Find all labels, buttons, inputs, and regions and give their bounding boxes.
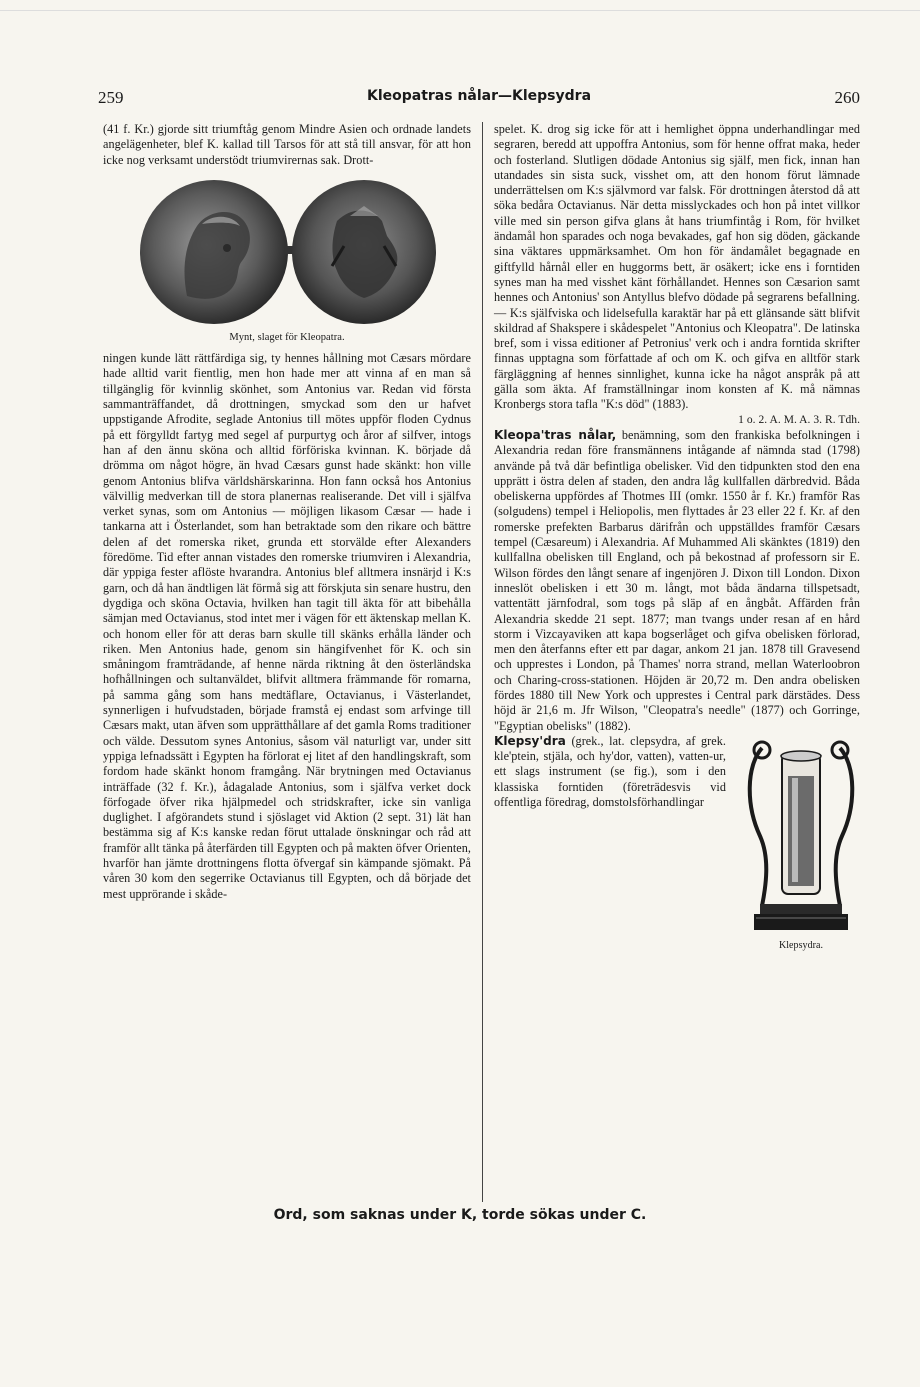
headword-klepsydra: Klepsy'dra — [494, 733, 566, 748]
scan-top-edge — [0, 10, 920, 11]
coin-figure — [103, 176, 471, 326]
klepsydra-caption: Klepsydra. — [778, 939, 824, 951]
footer-note: Ord, som saknas under K, torde sökas under C. — [273, 1207, 647, 1223]
entry-klepsydra — [494, 733, 860, 951]
klepsydra-figure — [736, 736, 866, 959]
klepsydra-illustration — [742, 736, 860, 936]
klepsydra-text: (grek., lat. clepsydra, af grek. kle'ptein, stjäla, och hy'dor, vatten), vatten-ur, ett slags instrument (se fig.), som i den klassiska forntiden (företrädesvis vid offentliga föredrag, domstolsförhandlingar — [494, 733, 726, 810]
paragraph-intro: (41 f. Kr.) gjorde sitt triumftåg genom Mindre Asien och ordnade landets angelägenheter, blef K. kallad till Tarsos för att stå till ansvar, för att hon icke nog verksamt understödt triumvirernas sak. Drott- — [103, 122, 471, 167]
coin-illustration — [132, 176, 442, 326]
column-divider — [482, 122, 483, 1202]
right-column — [494, 122, 860, 959]
running-head — [98, 88, 860, 110]
entry-kleopatras-nalar — [494, 428, 860, 734]
paragraph-main: ningen kunde lätt rättfärdiga sig, ty hennes hållning mot Cæsars mördare hade alltid varit fientlig, men hon hade mer att vinna af en man så tillgänglig för kvinnlig skönhet, som Antonius var. Redan vid första sammanträffandet, då drottningen, smyckad som den ur hafvet uppstigande Afrodite, seglade Antonius till mötes uppför floden Cydnus på ett förgylldt fartyg med segel af purpurtyg och åror af silfver, intogs han af den ännu sköna och alltid förföriska kvinnan. K. började då drömma om något högre, än hvad Cæsars gunst hade skänkt: hon ville genom Antonius blifva världshärskarinna. Hon fann också hos Antonius välvillig medverkan till de stora planernas realiserande. Det vill i själfva verket synas, som om Antonius — möjligen likasom Cæsar — hade i tankarna att i Österlandet, som han betraktade som den rikare och bättre delen af det romerska riket, grunda ett storvälde efter Alexanders föredöme. Tid efter annan vistades den romerske triumviren i Alexandria, där yppiga fester aflöste hvarandra. Antonius blef alltmera insnärjd i K:s garn, och då han ändtligen lät förmå sig att förskjuta sin senare hustru, den dygdiga och sköna Octavia, hvilken han tagit till äkta för att bibehålla sämjan med Octavianus, stod intet mer i vägen för ett äktenskap mellan K. och honom eller för att deras barn skulle till skänks erhålla länder och riken. Men Antonius hade, genom sin hängifvenhet för K. och sin småningom framträdande, af henne närda riktning åt den österländska hofhållningen och sultanväldet, blifvit alltmera främmande för romarna, på samma gång som hans medtäflare, Octavianus, i Västerlandet, synnerligen i hufvudstaden, började framstå ej endast som arfvinge till Cæsars makt, utan äfven som upprätthållare af det gamla Roms traditioner och välde. Dessutom synes Antonius, såsom väl naturligt var, under sitt yppiga lefnadssätt i Egypten ha förlorat ej litet af den handlingskraft, som fordom hade skänkt honom framgång. När brytningen med Octavianus inträffade (32 f. Kr.), ådagalade Antonius, som i själfva verket dock förfogade öfver rika hjälpmedel och stridskrafter, icke sin vanliga duglighet. I afgörandets stund i sjöslaget vid Aktion (2 sept. 31) lät han bestämma sig af K:s kanske redan förut uttalade önskningar och råd att framför allt tänka på återfärden till Egypten och på makten öfver Orienten, hvarför han jämte drottningens flotta öfvergaf sin kämpande sjömakt. På våren 30 kom den segerrike Octavianus till Egypten, och då började det mest upprörande i skåde- — [103, 351, 471, 901]
page-title: Kleopatras nålar—Klepsydra — [366, 88, 592, 104]
page-number-right: 260 — [834, 88, 860, 107]
coin-caption: Mynt, slaget för Kleopatra. — [229, 331, 345, 343]
page-number-left: 259 — [98, 88, 124, 107]
author-signature: 1 o. 2. A. M. A. 3. R. Tdh. — [738, 413, 860, 426]
headword-kleopatras-nalar: Kleopa'tras nålar, — [494, 427, 617, 442]
left-column — [103, 122, 471, 902]
kleopatras-nalar-text: benämning, som den frankiska befolkningen i Alexandria redan före fransmännens intågande af nämnda stad (1798) använde på två där befintliga obelisker. Vid den tidpunkten stod den ena upprätt i östra delen af staden, den andra låg kullfallen därbredvid. Båda obeliskerna uppfördes af Thotmes III (omkr. 1550 år f. Kr.) framför Ras (solgudens) tempel i Heliopolis, men flyttades år 23 eller 22 f. Kr. af den romerske prefekten Barbarus därifrån och uppställdes framför Cæsars tempel (Cæsareum) i Alexandria. Af Muhammed Ali skänktes (1819) den kullfallna obelisken till England, och på bekostnad af professorn sir E. Wilson fördes den långt senare af ingenjören J. Dixon till London. Dixon inneslöt obelisken i ett 30 m. långt, mot båda ändarna tillspetsadt, vattentätt järnfodral, som togs på släp af en ångbåt. Affärden från Alexandria skedde 21 sept. 1877; man tvangs under resan af en hård storm i Vizcayaviken att kapa bogserlåget och gifva obelisken förlorad, men den återfanns efter ett par dagar, ankom 21 jan. 1878 till Gravesend och upprestes i London, på Thames' norra strand, mellan Waterloobron och Charing-cross-stationen. Höjden är 20,72 m. Den andra obelisken fördes 1880 till New York och upprestes i Central park därstädes. Dess höjd är 21,6 m. Jfr Wilson, "Cleopatra's needle" (1877) och Gorringe, "Egyptian obelisks" (1882). — [494, 427, 860, 733]
paragraph-continuation: spelet. K. drog sig icke för att i hemlighet öppna underhandlingar med segraren, beredd att uppoffra Antonius, som för henne offrat maka, heder och fosterland. Slutligen dödade Antonius sig själf, men fick, innan han utandades sin sista suck, visshet om, att den honom förut lämnade underrättelsen om K:s självmord var falsk. För drottningen återstod då att söka bedåra Octavianus. När detta misslyckades och hon på intet villkor ville med sin person gifva glans åt hans triumfintåg i Rom, för hvilket ändamål hon sparades och noga bevakades, gaf hon sig döden, gäckande sina väktares uppmärksamhet. Om hon för ändamålet begagnade en giftfylld hårnål eller en huggorms bett, är osäkert; icke ens i forntiden synes man ha med visshet känt förhållandet. Hennes son Cæsarion samt hennes och Antonius' son Antyllus blefvo dödade på segrarens befallning. — K:s själfviska och lidelsefulla karaktär har på ett glänsande sätt blifvit skildrad af Shakspere i skådespelet "Antonius och Kleopatra". De latinska bref, som i vissa editioner af Petronius' verk och i andra forntida skrifter finnas upptagna som författade af och om K. och gifva en alltför stark färgläggning af hennes sinnlighet, kunna icke ha något anspråk på att gälla som äkta. Af framställningar inom konsten af K. må nämnas Kronbergs stora tafla "K:s död" (1883). — [494, 122, 860, 412]
